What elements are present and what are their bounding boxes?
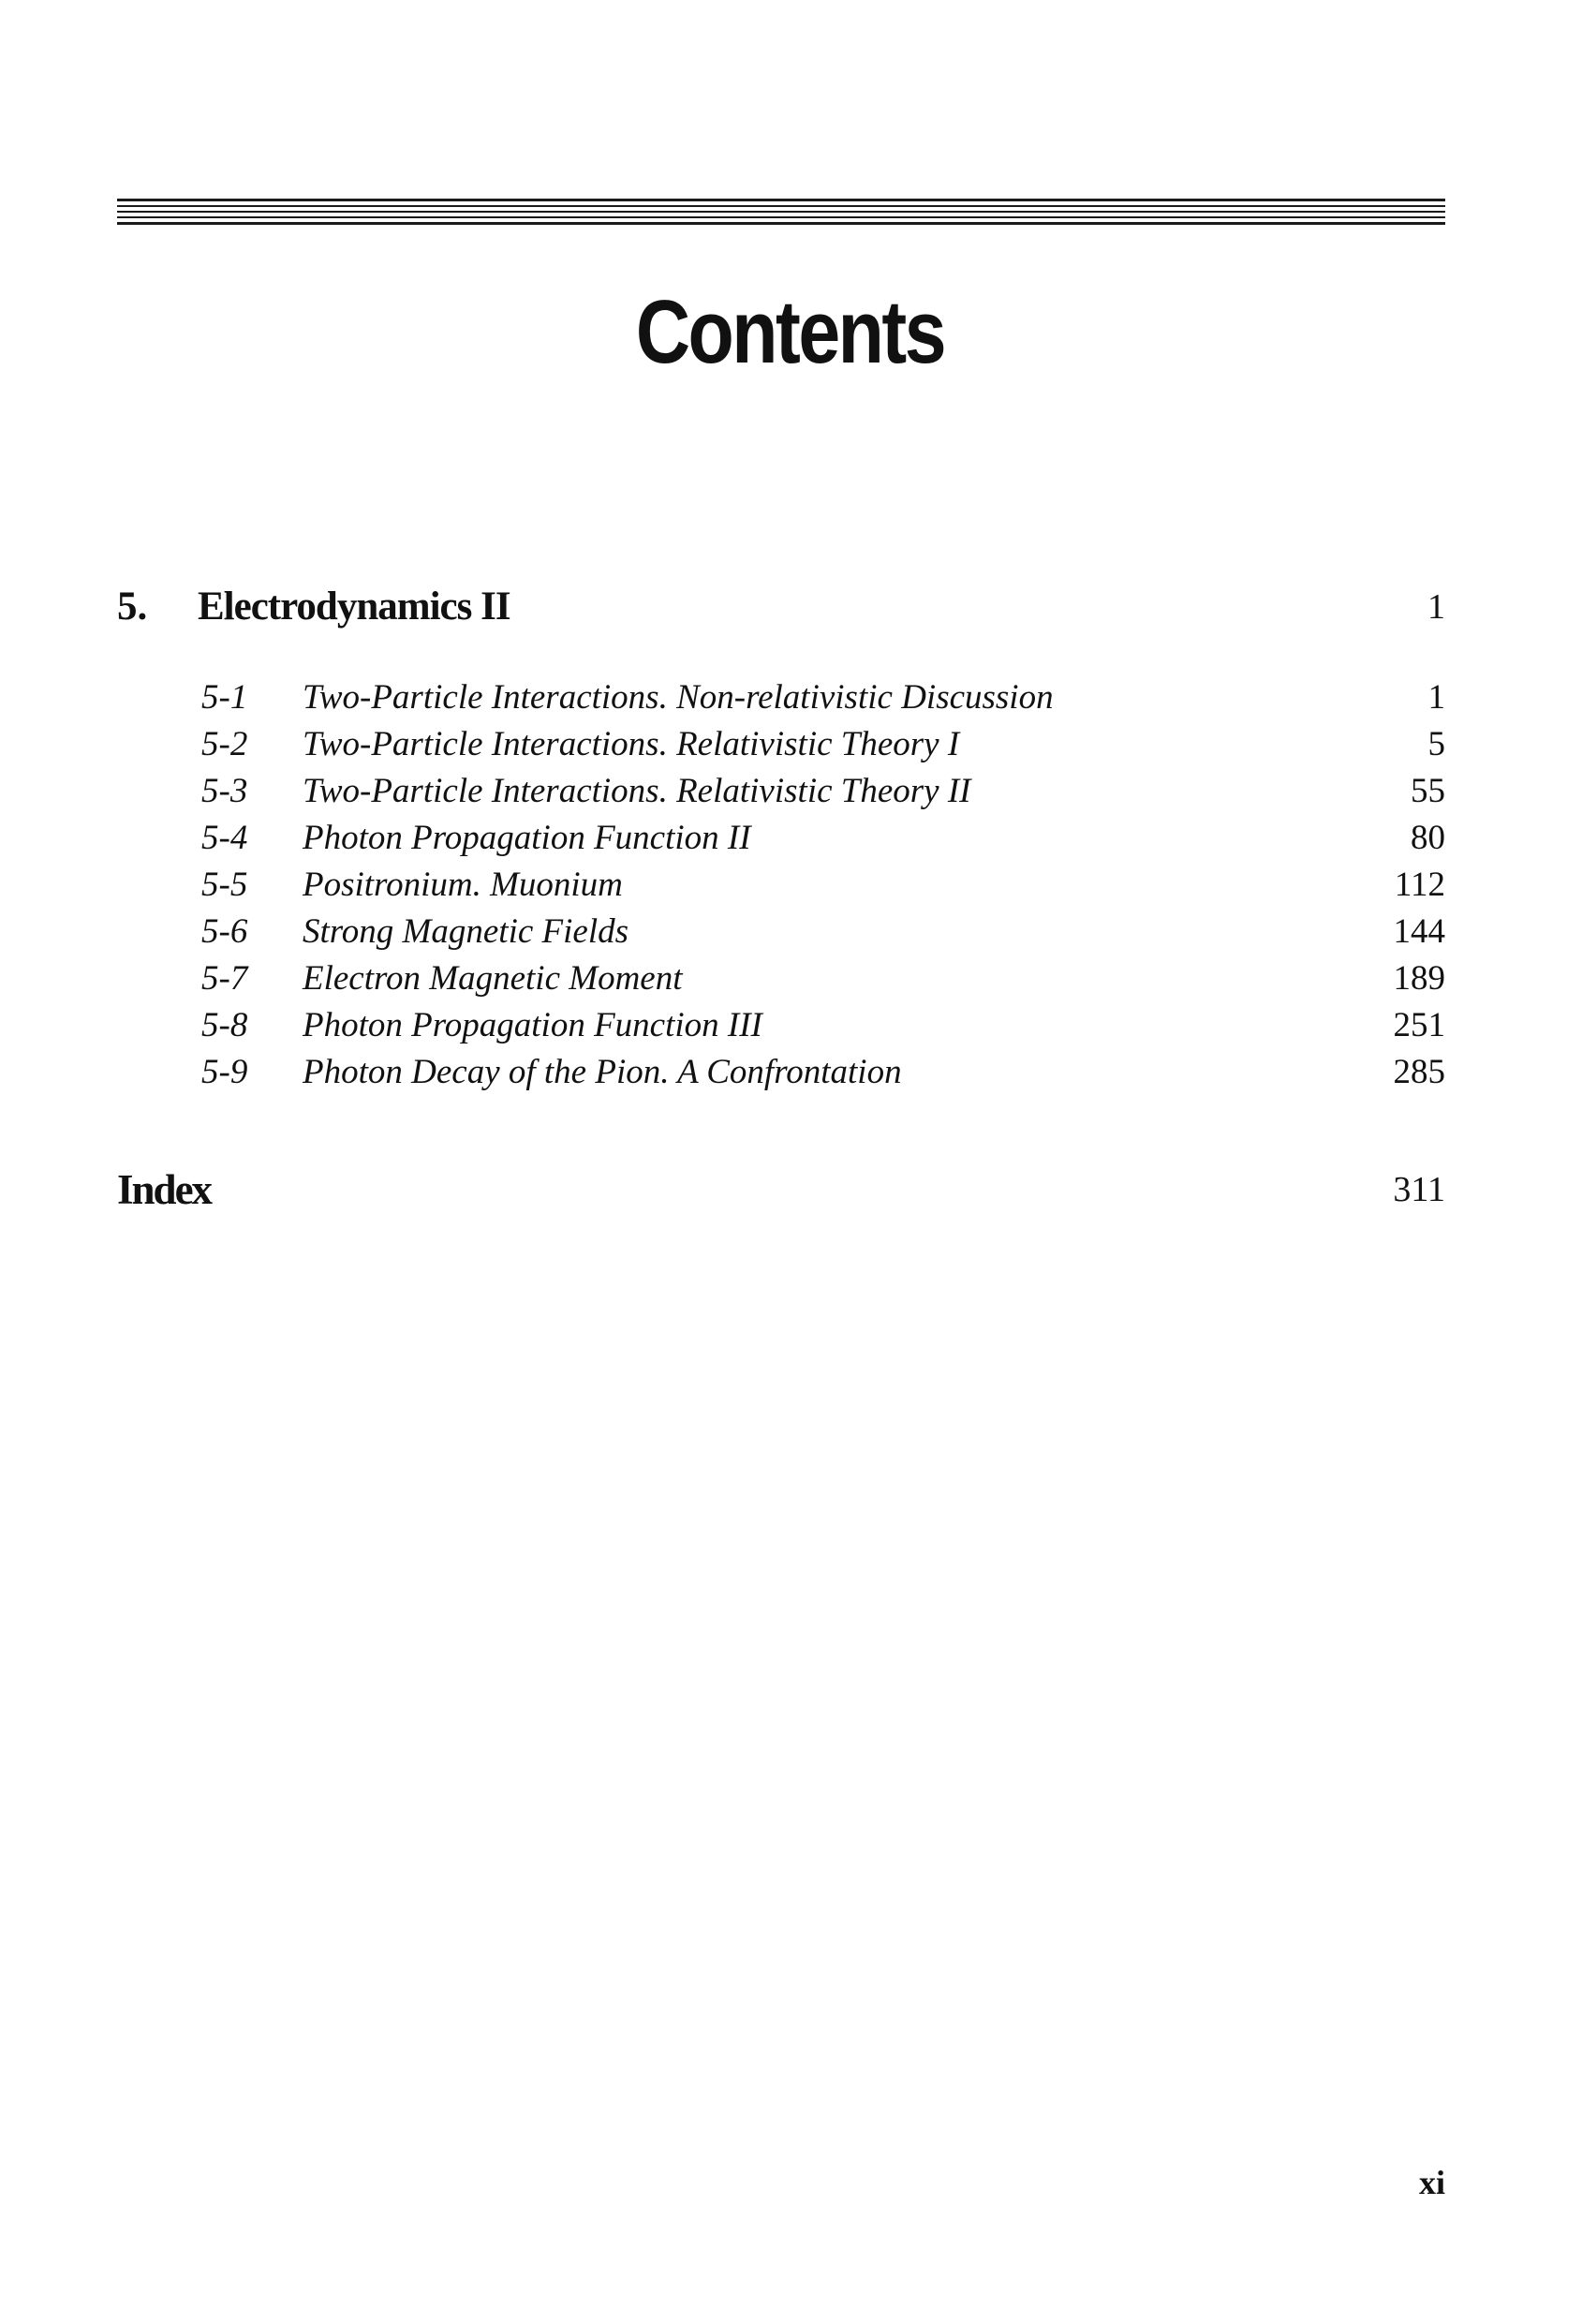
section-number: 5-3 xyxy=(201,772,248,810)
section-title: Two-Particle Interactions. Non-relativistic Discussion xyxy=(303,678,1054,717)
index-entry[interactable] xyxy=(117,1162,1445,1218)
index-label: Index xyxy=(117,1166,212,1213)
header-rules xyxy=(117,199,1445,227)
section-entry[interactable] xyxy=(117,1002,1445,1049)
section-entry[interactable] xyxy=(117,721,1445,768)
section-page-number: 285 xyxy=(1393,1053,1445,1091)
chapter-page-number: 1 xyxy=(1427,587,1445,627)
section-entry[interactable] xyxy=(117,862,1445,909)
section-title: Positronium. Muonium xyxy=(303,866,623,904)
section-page-number: 144 xyxy=(1393,912,1445,951)
section-page-number: 251 xyxy=(1393,1006,1445,1044)
section-number: 5-5 xyxy=(201,866,248,904)
section-title: Photon Propagation Function II xyxy=(303,819,751,857)
section-page-number: 1 xyxy=(1427,678,1445,717)
section-page-number: 5 xyxy=(1427,725,1445,763)
section-page-number: 80 xyxy=(1411,819,1445,857)
section-entry[interactable] xyxy=(117,815,1445,862)
section-title: Electron Magnetic Moment xyxy=(303,959,683,998)
section-page-number: 55 xyxy=(1411,772,1445,810)
section-title: Strong Magnetic Fields xyxy=(303,912,629,951)
section-title: Two-Particle Interactions. Relativistic Theory I xyxy=(303,725,960,763)
section-number: 5-9 xyxy=(201,1053,248,1091)
chapter-number: 5. xyxy=(117,585,148,629)
section-list xyxy=(117,674,1445,1096)
section-entry[interactable] xyxy=(117,674,1445,721)
index-page-number: 311 xyxy=(1393,1170,1445,1209)
section-title: Photon Decay of the Pion. A Confrontation xyxy=(303,1053,902,1091)
section-number: 5-1 xyxy=(201,678,248,717)
section-number: 5-2 xyxy=(201,725,248,763)
section-title: Two-Particle Interactions. Relativistic Theory II xyxy=(303,772,971,810)
section-page-number: 189 xyxy=(1393,959,1445,998)
section-entry[interactable] xyxy=(117,768,1445,815)
section-entry[interactable] xyxy=(117,1049,1445,1096)
section-number: 5-6 xyxy=(201,912,248,951)
page-title: Contents xyxy=(635,282,945,382)
chapter-title: Electrodynamics II xyxy=(198,585,510,629)
section-entry[interactable] xyxy=(117,909,1445,955)
section-number: 5-4 xyxy=(201,819,248,857)
section-entry[interactable] xyxy=(117,955,1445,1002)
chapter-entry[interactable] xyxy=(117,579,1445,635)
section-page-number: 112 xyxy=(1394,866,1445,904)
section-title: Photon Propagation Function III xyxy=(303,1006,762,1044)
page-folio: xi xyxy=(1418,2164,1445,2201)
section-number: 5-8 xyxy=(201,1006,248,1044)
section-number: 5-7 xyxy=(201,959,248,998)
